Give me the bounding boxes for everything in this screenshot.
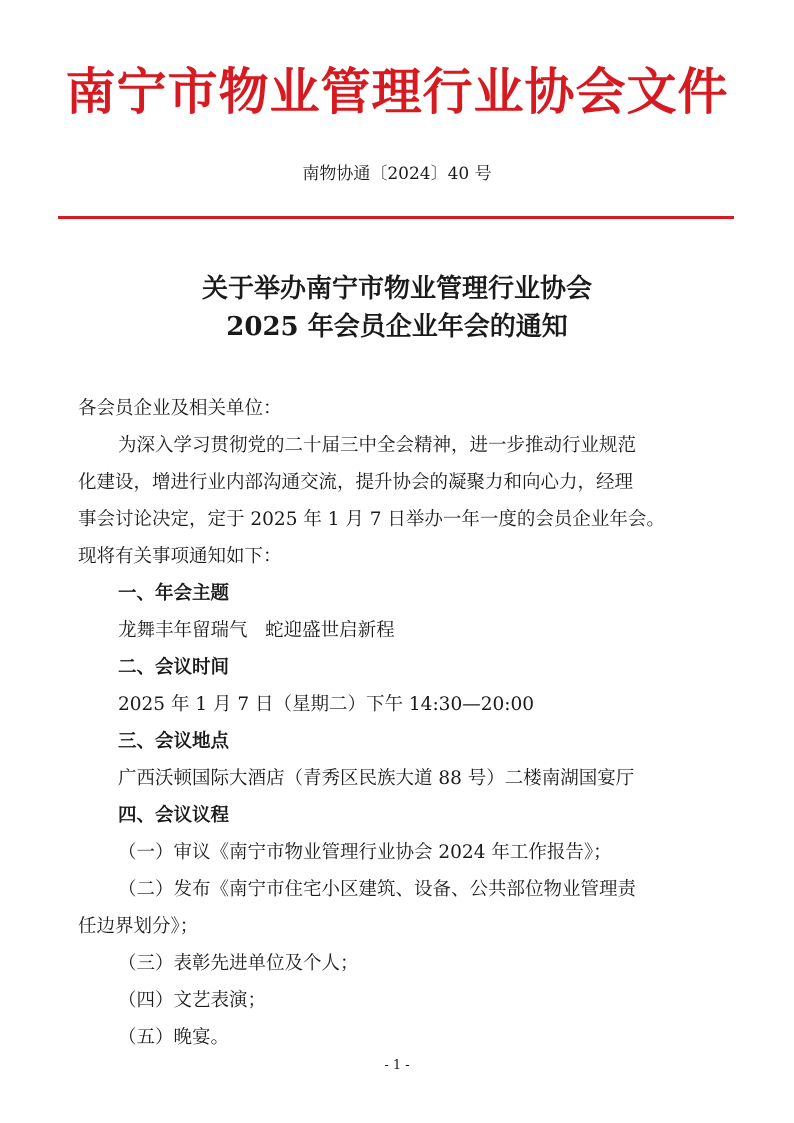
section-text-theme: 龙舞丰年留瑞气 蛇迎盛世启新程 — [118, 620, 395, 641]
agenda-item: （二）发布《南宁市住宅小区建筑、设备、公共部位物业管理责 — [118, 879, 637, 900]
section-heading-time: 二、会议时间 — [118, 657, 230, 678]
document-masthead: 南宁市物业管理行业协会文件 — [65, 62, 729, 121]
section-heading-location: 三、会议地点 — [118, 731, 230, 752]
section-heading-agenda: 四、会议议程 — [118, 805, 230, 826]
section-heading-theme: 一、年会主题 — [118, 583, 230, 604]
agenda-item: （一）审议《南宁市物业管理行业协会 2024 年工作报告》； — [118, 842, 612, 863]
intro-line-3: 事会讨论决定，定于 2025 年 1 月 7 日举办一年一度的会员企业年会。 — [78, 509, 665, 530]
intro-line-4: 现将有关事项通知如下： — [78, 546, 282, 567]
intro-line-2: 化建设，增进行业内部沟通交流，提升协会的凝聚力和向心力，经理 — [78, 472, 634, 493]
section-text-location: 广西沃顿国际大酒店（青秀区民族大道 88 号）二楼南湖国宴厅 — [118, 768, 635, 789]
notice-title-line-1: 关于举办南宁市物业管理行业协会 — [201, 274, 592, 304]
document-number: 南物协通〔2024〕40 号 — [302, 164, 492, 184]
notice-title — [0, 270, 794, 346]
agenda-item: （四）文艺表演； — [118, 990, 267, 1011]
agenda-item: （五）晚宴。 — [118, 1027, 230, 1048]
page-number: - 1 - — [384, 1058, 410, 1073]
header-red-rule — [58, 216, 734, 219]
intro-line-1: 为深入学习贯彻党的二十届三中全会精神，进一步推动行业规范 — [118, 435, 637, 456]
notice-body — [78, 390, 718, 1056]
agenda-item: （三）表彰先进单位及个人； — [118, 953, 359, 974]
agenda-item-continued: 任边界划分》； — [78, 916, 199, 937]
section-text-time: 2025 年 1 月 7 日（星期二）下午 14:30—20:00 — [118, 694, 535, 715]
salutation: 各会员企业及相关单位： — [78, 398, 282, 419]
notice-title-line-2: 2025 年会员企业年会的通知 — [226, 312, 568, 342]
